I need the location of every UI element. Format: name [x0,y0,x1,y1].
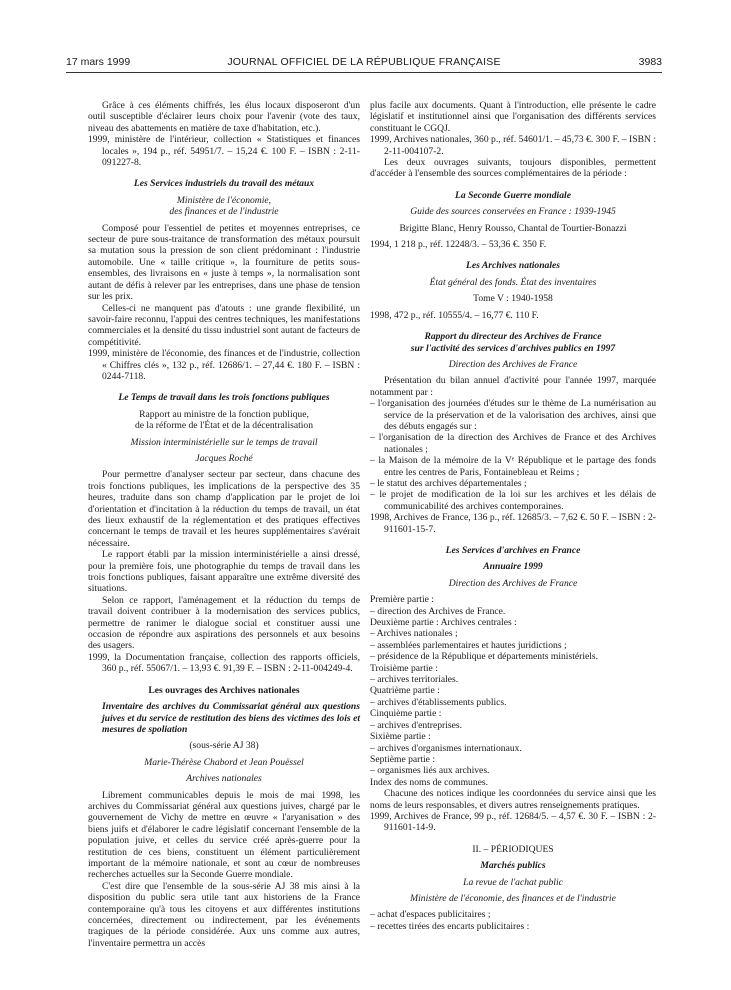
paragraph: Chacune des notices indique les coordonnées du service ainsi que les noms de leurs responsables, et divers autres renseignements pratiques. [370,788,656,811]
list-item: Index des noms de communes. [370,776,489,788]
author: Brigitte Blanc, Henry Rousso, Chantal de Tourtier-Bonazzi [399,222,627,234]
list-item: Troisième partie : [370,662,438,674]
publication-reference: 1998, 472 p., réf. 10555/4. – 16,77 €. 110 F. [370,309,539,321]
section-subtitle: des finances et de l'industrie [169,206,279,218]
list-item: Septième partie : [370,753,436,765]
paragraph: C'est dire que l'ensemble de la sous-série AJ 38 mis ainsi à la disposition du public sera utile tant aux historiens de la France contemporaine qu'à tous les citoyens et aux différentes institutions concernées, directement ou indirectement, par les événements tragiques de la période considérée. Aux uns comme aux autres, l'inventaire permettra un accès [88,880,360,949]
list-item: – l'organisation de la direction des Archives de France et des Archives nationales ; [370,432,656,455]
publication-reference: 1999, ministère de l'intérieur, collection « Statistiques et finances locales », 194 p., réf. 54951/7. – 15,24 €. 100 F. – ISBN : 2-11-091227-8. [88,134,360,169]
section-title: Rapport du directeur des Archives de France [424,331,602,343]
publication-reference: 1998, Archives de France, 136 p., réf. 12685/3. – 7,62 €. 50 F. – ISBN : 2-911601-15-7. [370,512,656,535]
list-item: Deuxième partie : Archives centrales : [370,617,517,629]
section-subtitle: Guide des sources conservées en France : 1939-1945 [410,206,616,218]
paragraph: Pour permettre d'analyser secteur par secteur, dans chacune des trois fonctions publiques, les implications de la perspective des 35 heures, traduite dans son champ d'application par le projet de loi d'orientation et d'incitation à la réduction du temps de travail, un état des lieux exhaustif de la réglementation et des pratiques effectives concernant le temps de travail et les heures supplémentaires s'avérait nécessaire. [88,469,360,549]
list-item: Quatrième partie : [370,685,440,697]
section-title: Les Archives nationales [466,260,560,272]
section-subtitle: Annuaire 1999 [483,561,543,573]
section-title: Les Services d'archives en France [445,545,581,556]
author: Jacques Roché [195,452,253,464]
paragraph: Librement communicables depuis le mois de mai 1998, les archives du Commissariat général aux questions juives, chargé par le gouvernement de Vichy de mettre en œuvre « l'aryanisation » des biens juifs et d'élaborer le cadre législatif concernant l'ensemble de la population juive, et celles du service créé après-guerre pour la restitution de ces biens, constituent un élément particulièrement important de la mémoire nationale, et sont au cœur de nombreuses recherches actuelles sur la Seconde Guerre mondiale. [88,789,360,881]
section-heading: II. – PÉRIODIQUES [472,843,554,855]
section-subtitle: Direction des Archives de France [448,577,578,589]
section-title: sur l'activité des services d'archives publics en 1997 [410,342,616,354]
header-journal-title: JOURNAL OFFICIEL DE LA RÉPUBLIQUE FRANÇAISE [227,56,501,68]
section-subtitle: de la réforme de l'État et de la décentralisation [134,420,314,432]
page-header [66,56,662,70]
header-page-number: 3983 [638,56,662,68]
section-title: Les Services industriels du travail des métaux [133,178,315,190]
list-item: – l'organisation des journées d'études sur le thème de La numérisation au service de la préservation et de la valorisation des archives, ainsi que des débuts engagés sur : [370,398,656,432]
paragraph: Composé pour l'essentiel de petites et moyennes entreprises, ce secteur de pure sous-traitance de transformation des métaux poursuit sa mutation sous la pression de son client prédominant : l'industrie automobile. Une « taille critique », la fourniture de petits sous-ensembles, des livraisons en « juste à temps », la normalisation sont autant de défis à relever par les entreprises, dans une phase de tension sur les prix. [88,222,360,303]
header-rule [66,72,662,73]
paragraph: Le rapport établi par la mission interministérielle a ainsi dressé, pour la première fois, une photographie du temps de travail dans les trois fonctions publiques, faisant apparaître une extrême diversité des situations. [88,549,360,595]
author: Marie-Thérèse Chabord et Jean Pouëssel [144,756,304,768]
section-subtitle: La revue de l'achat public [463,876,563,888]
section-subtitle: Direction des Archives de France [448,358,578,370]
list-item: – présidence de la République et départements ministériels. [370,651,599,663]
paragraph: Présentation du bilan annuel d'activité pour l'année 1997, marquée notamment par : [370,375,656,398]
section-subtitle: Archives nationales [186,773,262,785]
publication-reference: 1999, Archives nationales, 360 p., réf. 54601/1. – 45,73 €. 300 F. – ISBN : 2-11-004107-2. [370,134,656,157]
section-subtitle: Ministère de l'économie, des finances et de l'industrie [410,892,616,904]
list-item: – le statut des archives départementales ; [370,477,527,489]
list-item: – recettes tirées des encarts publicitaires : [370,920,530,932]
list-item: – archives d'établissements publics. [370,696,507,708]
paragraph: Les deux ouvrages suivants, toujours disponibles, permettent d'accéder à l'ensemble des sources complémentaires de la période : [370,157,656,180]
list-item: Première partie : [370,594,434,606]
publication-reference: 1999, Archives de France, 99 p., réf. 12684/5. – 4,57 €. 30 F. – ISBN : 2-911601-14-9. [370,810,656,834]
paragraph: Celles-ci ne manquent pas d'atouts : une grande flexibilité, un savoir-faire reconnu, l'appui des centres techniques, les manifestations commerciales et la densité du tissu industriel sont autant de facteurs de compétitivité. [88,302,361,348]
list-item: – organismes liés aux archives. [370,765,490,777]
list-item: – la Maison de la mémoire de la Vᵉ République et le partage des fonds entre les centres de Paris, Fontainebleau et Reims ; [370,455,656,478]
section-subtitle: État général des fonds. État des inventaires [429,276,597,288]
list-item: Sixième partie : [370,731,431,743]
left-column [88,100,360,949]
paragraph: plus facile aux documents. Quant à l'introduction, elle présente le cadre législatif et institutionnel ainsi que l'organisation des différents services constituant le CGQJ. [370,100,656,134]
publication-reference: 1994, 1 218 p., réf. 12248/3. – 53,36 €. 350 F. [370,239,547,251]
publication-reference: 1999, la Documentation française, collection des rapports officiels, 360 p., réf. 55067/1. – 13,93 €. 91,39 F. – ISBN : 2-11-004249-4. [88,651,360,675]
list-item: – archives d'entreprises. [370,719,463,731]
header-date: 17 mars 1999 [66,56,131,68]
section-subtitle: Ministère de l'économie, [176,194,272,206]
paragraph: Grâce à ces éléments chiffrés, les élus locaux disposeront d'un outil susceptible d'éclairer leurs choix pour l'avenir (vote des taux, niveau des abattements en matière de taxe d'habitation, etc.). [88,100,360,134]
section-title: Les ouvrages des Archives nationales [148,684,300,696]
paragraph: Selon ce rapport, l'aménagement et la réduction du temps de travail doivent contribuer à la modernisation des services publics, permettre de ranimer le dialogue social et constituer aussi une occasion de répondre aux aspirations des personnels et aux besoins des usagers. [88,594,360,652]
section-subtitle: (sous-série AJ 38) [189,740,259,752]
list-item: – Archives nationales ; [370,628,458,640]
list-item: Cinquième partie : [370,708,442,720]
publication-reference: 1999, ministère de l'économie, des finances et de l'industrie, collection « Chiffres clés », 132 p., réf. 12686/1. – 27,44 €. 180 F. – ISBN : 0244-7118. [88,348,360,382]
list-item: – direction des Archives de France. [370,605,506,617]
list-item: – archives territoriales. [370,674,459,686]
section-subtitle: Mission interministérielle sur le temps de travail [130,436,318,448]
section-title: Le Temps de travail dans les trois fonctions publiques [118,392,330,404]
list-item: – assemblées parlementaires et hautes juridictions ; [370,639,567,651]
section-subtitle: Rapport au ministre de la fonction publique, [139,408,309,420]
right-column [370,100,656,932]
section-subtitle: Tome V : 1940-1958 [473,293,553,305]
list-item: – archives d'organismes internationaux. [370,742,522,754]
work-title: Inventaire des archives du Commissariat général aux questions juives et du service de restitution des biens des victimes des lois et mesures de spoliation [102,701,360,735]
section-title: La Seconde Guerre mondiale [455,189,571,201]
list-item: – achat d'espaces publicitaires ; [370,909,491,921]
list-item: – le projet de modification de la loi sur les archives et les délais de communicabilité des archives contemporaines. [370,489,656,512]
section-subtitle: Marchés publics [480,860,546,872]
